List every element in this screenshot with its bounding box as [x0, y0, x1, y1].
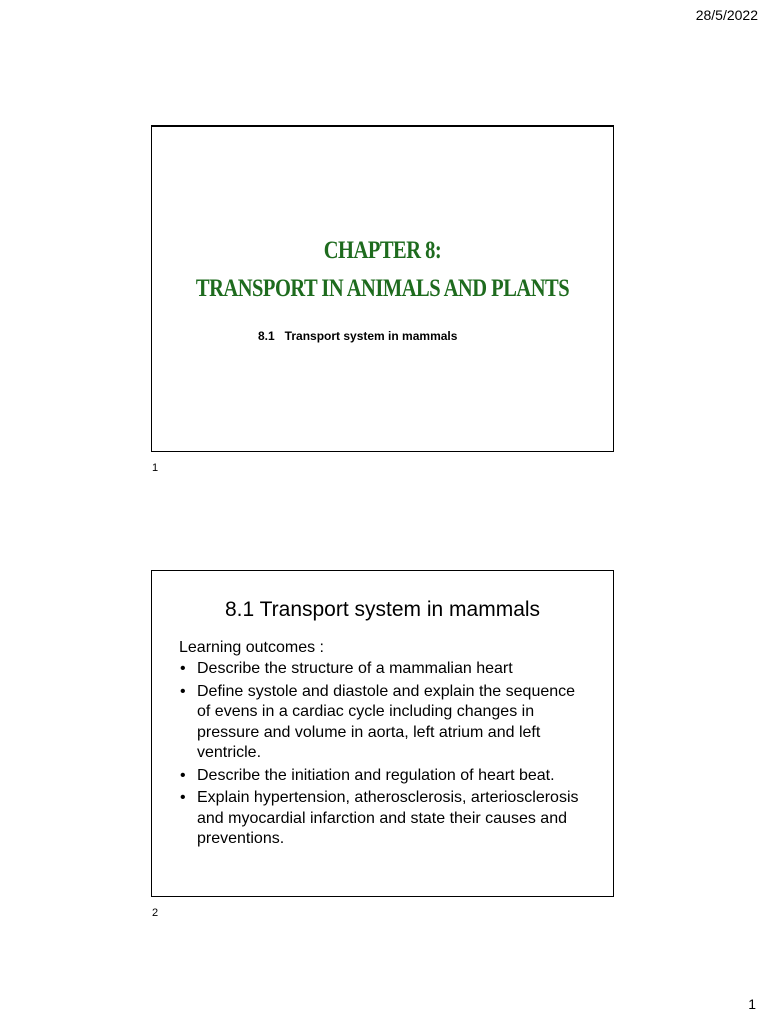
chapter-subtitle: 8.1 Transport system in mammals [258, 329, 458, 343]
bullet-icon: • [180, 660, 186, 677]
list-item: • Define systole and diastole and explain the sequence of evens in a cardiac cycle including changes in pressure and volume in aorta, left atrium and left ventricle. [180, 682, 576, 761]
slide-1 [151, 125, 614, 452]
chapter-title-line-2: TRANSPORT IN ANIMALS AND PLANTS [195, 275, 570, 302]
chapter-title-line-1: CHAPTER 8: [323, 237, 442, 264]
chapter-title [193, 232, 571, 308]
bullet-icon: • [180, 789, 186, 806]
learning-outcomes-label: Learning outcomes : [179, 639, 324, 656]
slide-number-2: 2 [152, 907, 159, 919]
page-number: 1 [748, 996, 756, 1012]
bullet-icon: • [180, 682, 186, 700]
bullet-icon: • [180, 766, 186, 784]
slide-2 [151, 570, 614, 897]
list-item: • Describe the initiation and regulation of heart beat. [179, 766, 589, 787]
learning-outcomes-list [179, 659, 589, 852]
list-item: • Explain hypertension, atherosclerosis, arteriosclerosis and myocardial infarction and state their causes and preventions. [180, 789, 579, 847]
print-date: 28/5/2022 [695, 7, 758, 23]
list-item: • Describe the structure of a mammalian heart [179, 659, 589, 680]
slide-heading: 8.1 Transport system in mammals [224, 598, 541, 621]
slide-number-1: 1 [152, 462, 159, 474]
